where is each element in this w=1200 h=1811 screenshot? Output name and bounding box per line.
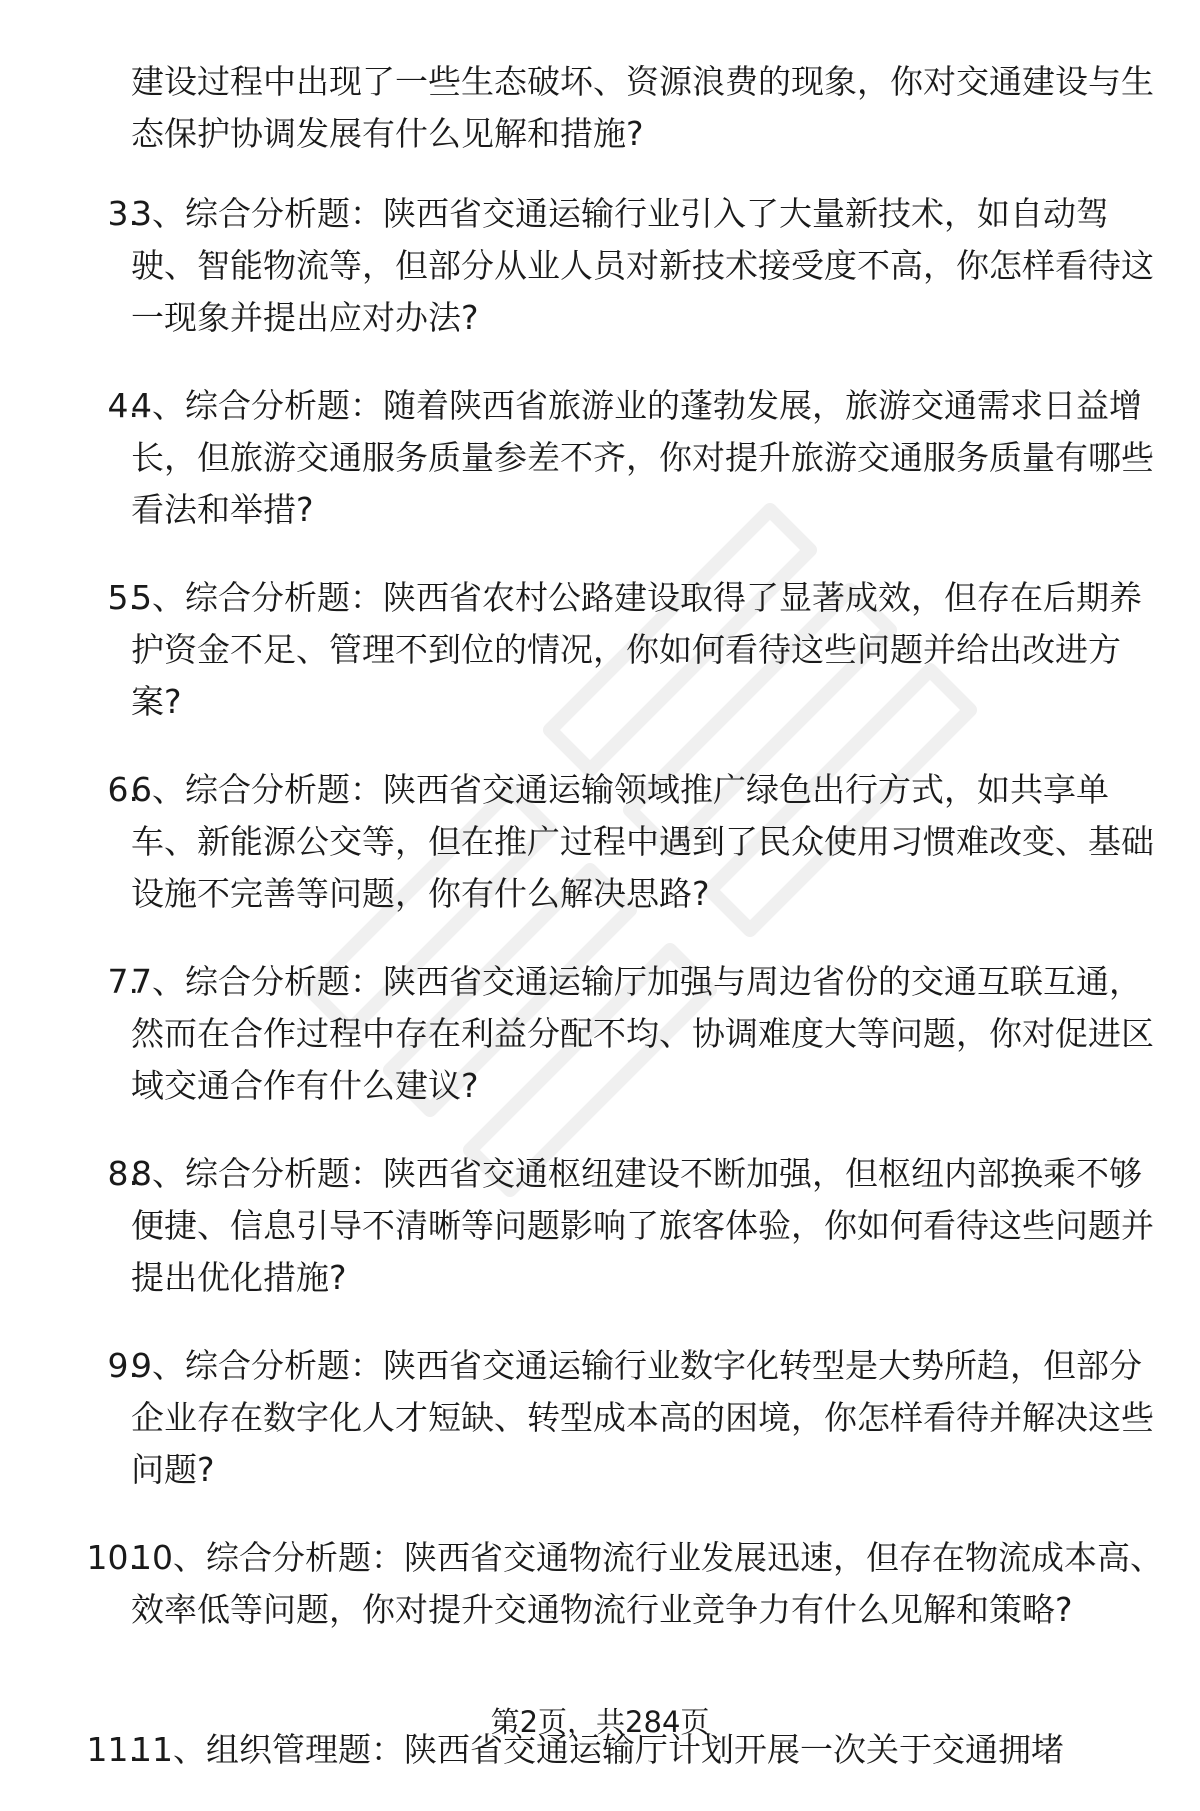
list-number: 9.	[107, 1346, 139, 1385]
question-text: 4、综合分析题：随着陕西省旅游业的蓬勃发展，旅游交通需求日益增长，但旅游交通服务质量参差不齐，你对提升旅游交通服务质量有哪些看法和举措?	[131, 386, 1154, 529]
list-item	[0, 764, 1200, 921]
list-item	[0, 380, 1200, 537]
question-text: 9、综合分析题：陕西省交通运输行业数字化转型是大势所趋，但部分企业存在数字化人才短缺、转型成本高的困境，你怎样看待并解决这些问题?	[131, 1346, 1154, 1489]
list-item	[0, 1340, 1200, 1497]
question-text: 11、组织管理题：陕西省交通运输厅计划开展一次关于交通拥堵	[131, 1730, 1064, 1769]
question-text: 8、综合分析题：陕西省交通枢纽建设不断加强，但枢纽内部换乘不够便捷、信息引导不清晰等问题影响了旅客体验，你如何看待这些问题并提出优化措施?	[131, 1154, 1154, 1297]
list-item	[0, 1148, 1200, 1305]
list-item	[0, 572, 1200, 729]
question-text: 3、综合分析题：陕西省交通运输行业引入了大量新技术，如自动驾驶、智能物流等，但部分从业人员对新技术接受度不高，你怎样看待这一现象并提出应对办法?	[131, 194, 1154, 337]
list-number: 6.	[107, 770, 139, 809]
list-item	[0, 188, 1200, 345]
list-number: 7.	[107, 962, 139, 1001]
list-number: 10.	[86, 1538, 139, 1577]
list-number: 3.	[107, 194, 139, 233]
page-footer: 第2页，共284页	[490, 1705, 710, 1739]
question-text: 6、综合分析题：陕西省交通运输领域推广绿色出行方式，如共享单车、新能源公交等，但在推广过程中遇到了民众使用习惯难改变、基础设施不完善等问题，你有什么解决思路?	[131, 770, 1154, 913]
list-item	[0, 956, 1200, 1113]
list-number: 4.	[107, 386, 139, 425]
question-text: 7、综合分析题：陕西省交通运输厅加强与周边省份的交通互联互通，然而在合作过程中存在利益分配不均、协调难度大等问题，你对促进区域交通合作有什么建议?	[131, 962, 1154, 1105]
list-number: 5.	[107, 578, 139, 617]
list-number: 8.	[107, 1154, 139, 1193]
list-item	[0, 1532, 1200, 1689]
question-list	[0, 188, 1200, 1811]
question-text: 10、综合分析题：陕西省交通物流行业发展迅速，但存在物流成本高、效率低等问题，你对提升交通物流行业竞争力有什么见解和策略?	[131, 1538, 1163, 1629]
question-text: 5、综合分析题：陕西省农村公路建设取得了显著成效，但存在后期养护资金不足、管理不到位的情况，你如何看待这些问题并给出改进方案?	[131, 578, 1142, 721]
list-number: 11.	[86, 1730, 139, 1769]
continued-question-text: 建设过程中出现了一些生态破坏、资源浪费的现象，你对交通建设与生态保护协调发展有什么见解和措施?	[131, 62, 1154, 153]
